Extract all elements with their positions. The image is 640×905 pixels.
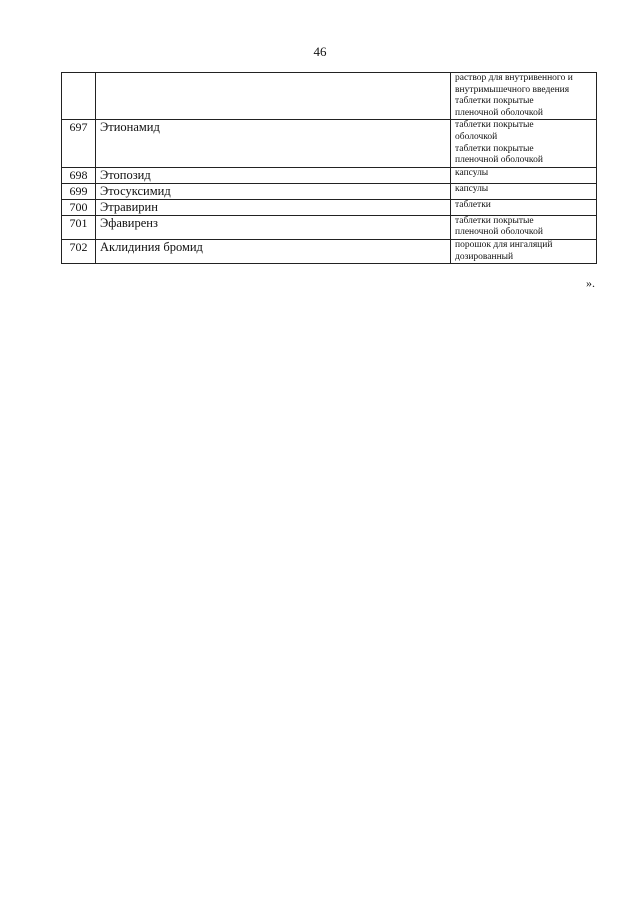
drug-name: Эфавиренз [96,215,451,239]
row-number: 702 [62,239,96,263]
row-number [62,73,96,120]
dosage-forms [451,120,597,167]
table-row [62,183,597,199]
dosage-form-line: таблетки покрытые [455,143,534,154]
dosage-form-line: раствор для внутривенного и [455,73,573,83]
row-number: 700 [62,199,96,215]
drug-name: Этравирин [96,199,451,215]
dosage-form-line: оболочкой [455,131,498,142]
dosage-form-line: капсулы [455,167,489,178]
table-row [62,120,597,167]
drug-name: Этосуксимид [96,183,451,199]
drug-name [96,73,451,120]
table-row [62,167,597,183]
dosage-forms [451,183,597,199]
dosage-form-line: порошок для ингаляций [455,239,553,250]
row-number: 699 [62,183,96,199]
closing-quote: ». [586,276,595,290]
dosage-form-line: внутримышечного введения [455,84,570,95]
drug-name: Этионамид [96,120,451,167]
table-row [62,215,597,239]
dosage-form-line: таблетки покрытые [455,96,534,107]
drug-table [61,72,597,264]
row-number: 701 [62,215,96,239]
drug-name: Этопозид [96,167,451,183]
table-row [62,73,597,120]
dosage-form-line: таблетки [455,199,491,210]
dosage-form-line: таблетки покрытые [455,215,534,226]
dosage-forms [451,239,597,263]
table-row [62,239,597,263]
table-row [62,199,597,215]
drug-name: Аклидиния бромид [96,239,451,263]
dosage-forms [451,73,597,120]
dosage-forms [451,167,597,183]
dosage-forms [451,199,597,215]
row-number: 697 [62,120,96,167]
table-body [62,73,597,264]
dosage-form-line: пленочной оболочкой [455,155,543,166]
dosage-form-line: пленочной оболочкой [455,107,543,118]
page-number: 46 [313,44,327,59]
dosage-forms [451,215,597,239]
dosage-form-line: капсулы [455,183,489,194]
dosage-form-line: таблетки покрытые [455,120,534,131]
dosage-form-line: пленочной оболочкой [455,227,543,238]
dosage-form-line: дозированный [455,251,514,262]
row-number: 698 [62,167,96,183]
